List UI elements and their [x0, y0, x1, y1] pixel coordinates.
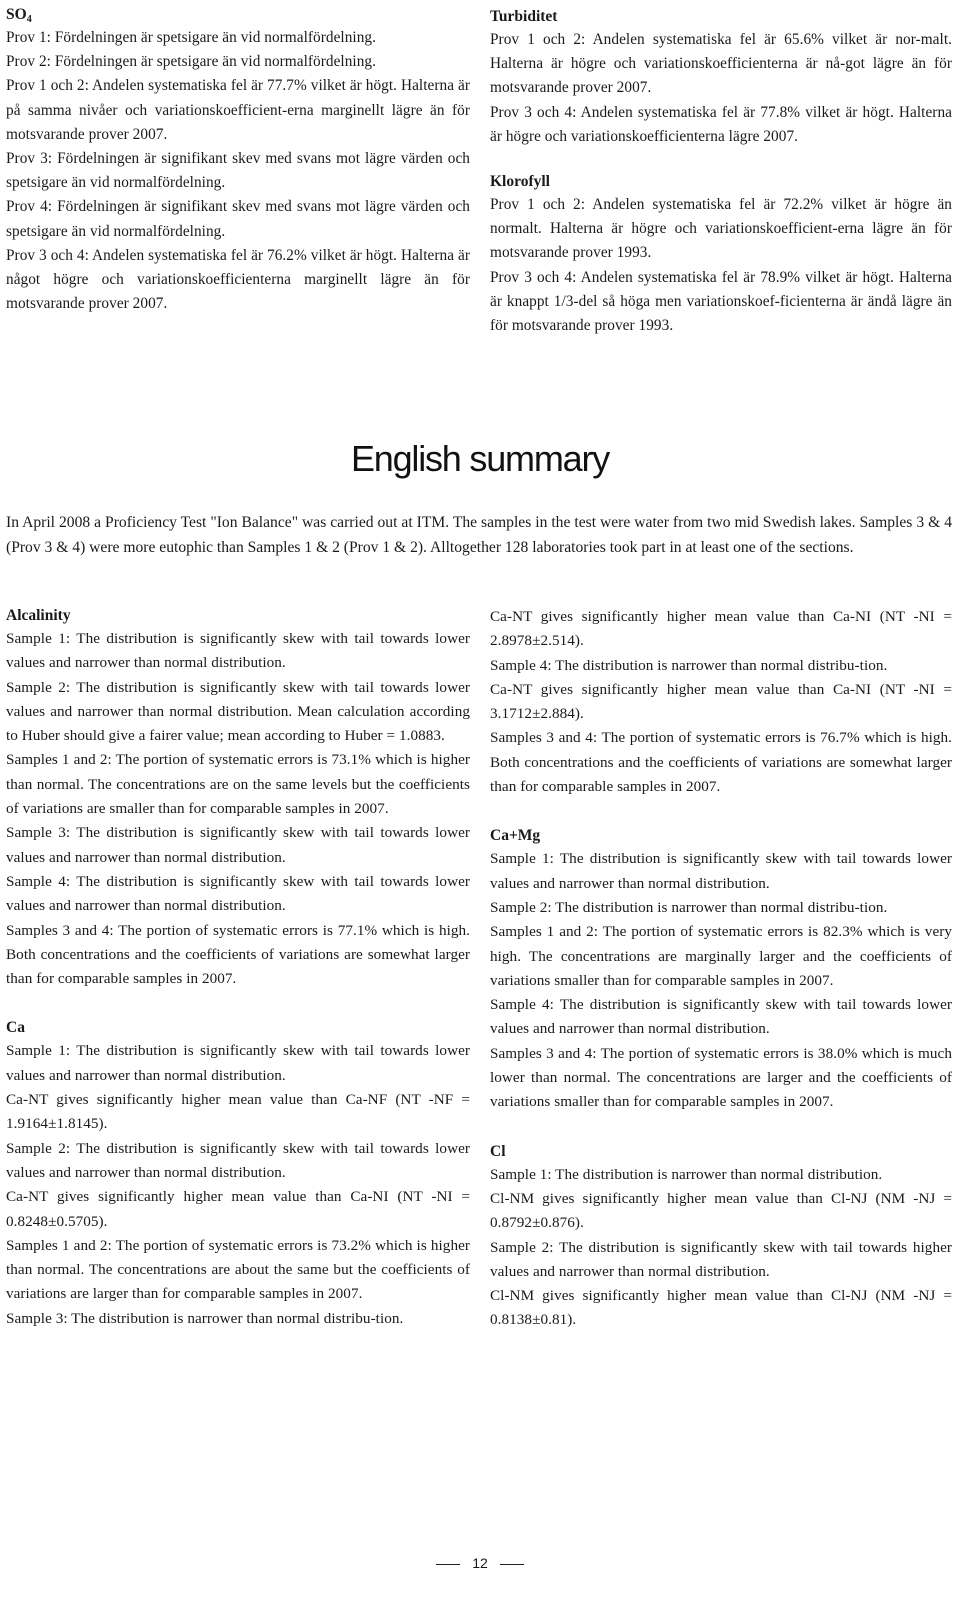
ca-paragraph: Samples 3 and 4: The portion of systematic errors is 76.7% which is high. Both concentrations and the coefficients of variations are somewhat larger than for comparable samples in 2007. [490, 729, 952, 796]
so4-paragraph: Prov 1: Fördelningen är spetsigare än vid normalfördelning. [6, 29, 376, 46]
so4-heading-subscript: 4 [26, 14, 32, 25]
alcalinity-paragraph: Samples 1 and 2: The portion of systematic errors is 73.1% which is higher than normal. The concentrations are on the same levels but the coefficients of variations are smaller than for comparable samples in 2007. [6, 751, 470, 818]
klorofyll-paragraph: Prov 3 och 4: Andelen systematiska fel är 78.9% vilket är högt. Halterna är knappt 1/3-del så höga men variationskoef-ficienterna är ändå lägre än för motsvarande prover 1993. [490, 268, 952, 335]
so4-paragraph: Prov 4: Fördelningen är signifikant skev med svans mot lägre värden och spetsigare än vid normalfördelning. [6, 198, 470, 240]
camg-heading: Ca+Mg [490, 827, 541, 845]
cl-paragraph: Sample 2: The distribution is significantly skew with tail towards higher values and narrower than normal distribution. [490, 1238, 952, 1280]
cl-heading: Cl [490, 1142, 506, 1160]
ca-camg-cl-column [490, 605, 952, 1333]
alcalinity-paragraph: Sample 2: The distribution is significantly skew with tail towards lower values and narrower than normal distribution. Mean calculation according to Huber should give a fairer value; mean according to Huber = 1.0883. [6, 678, 470, 745]
camg-paragraph: Sample 1: The distribution is significantly skew with tail towards lower values and narrower than normal distribution. [490, 850, 952, 892]
cl-paragraph: Cl-NM gives significantly higher mean value than Cl-NJ (NM -NJ = 0.8792±0.876). [490, 1189, 952, 1232]
alcalinity-paragraph: Sample 3: The distribution is significantly skew with tail towards lower values and narrower than normal distribution. [6, 824, 470, 866]
turbiditet-klorofyll-column [490, 6, 952, 338]
camg-paragraph: Samples 1 and 2: The portion of systematic errors is 82.3% which is very high. The concentrations are marginally larger and the coefficients of variations smaller than for comparable samples in 2007. [490, 923, 952, 989]
so4-heading [6, 4, 470, 26]
footer-dash-right [500, 1564, 524, 1565]
so4-section [6, 4, 470, 316]
ca-heading: Ca [6, 1019, 25, 1037]
section-gap [490, 799, 952, 825]
ca-paragraph: Sample 4: The distribution is narrower than normal distribu-tion. [490, 656, 888, 674]
so4-paragraph: Prov 3 och 4: Andelen systematiska fel är 76.2% vilket är högt. Halterna är något högre och variationskoefficienterna marginellt lägre än för motsvarande prover 2007. [6, 246, 470, 313]
turbiditet-heading: Turbiditet [490, 8, 558, 25]
ca-paragraph: Sample 2: The distribution is significantly skew with tail towards lower values and narrower than normal distribution. [6, 1139, 470, 1181]
ca-paragraph: Sample 3: The distribution is narrower than normal distribu-tion. [6, 1309, 404, 1327]
so4-heading-main: SO [6, 6, 27, 23]
alcalinity-ca-column [6, 605, 470, 1331]
alcalinity-heading: Alcalinity [6, 607, 71, 624]
page-number: 12 [472, 1555, 488, 1571]
english-summary-intro: In April 2008 a Proficiency Test "Ion Balance" was carried out at ITM. The samples in the test were water from two mid Swedish lakes. Samples 3 & 4 (Prov 3 & 4) were more eutophic than Samples 1 & 2 (Prov 1 & 2). Alltogether 128 laboratories took part in at least one of the sections. [6, 514, 952, 556]
alcalinity-paragraph: Samples 3 and 4: The portion of systematic errors is 77.1% which is high. Both concentrations and the coefficients of variations are somewhat larger than for comparable samples in 2007. [6, 921, 470, 988]
camg-paragraph: Sample 2: The distribution is narrower than normal distribu-tion. [490, 898, 888, 916]
ca-paragraph: Ca-NT gives significantly higher mean value than Ca-NF (NT -NF = 1.9164±1.8145). [6, 1091, 470, 1133]
camg-paragraph: Sample 4: The distribution is significantly skew with tail towards lower values and narrower than normal distribution. [490, 996, 952, 1038]
ca-paragraph: Ca-NT gives significantly higher mean value than Ca-NI (NT -NI = 2.8978±2.514). [490, 608, 952, 650]
klorofyll-heading: Klorofyll [490, 173, 550, 191]
cl-paragraph: Cl-NM gives significantly higher mean value than Cl-NJ (NM -NJ = 0.8138±0.81). [490, 1287, 952, 1329]
page-footer [0, 1555, 960, 1571]
alcalinity-paragraph: Sample 1: The distribution is significantly skew with tail towards lower values and narrower than normal distribution. [6, 630, 470, 672]
turbiditet-paragraph: Prov 1 och 2: Andelen systematiska fel är 65.6% vilket är nor-malt. Halterna är högre och variationskoefficienterna är nå-got lägre än för motsvarande prover 2007. [490, 31, 952, 97]
section-gap [490, 1115, 952, 1141]
ca-paragraph: Samples 1 and 2: The portion of systematic errors is 73.2% which is higher than normal. The concentrations are about the same but the coefficients of variations are larger than for comparable samples in 2007. [6, 1236, 470, 1303]
camg-paragraph: Samples 3 and 4: The portion of systematic errors is 38.0% which is much lower than normal. The concentrations are larger and the coefficients of variations smaller than for comparable samples in 2007. [490, 1044, 952, 1111]
ca-paragraph: Ca-NT gives significantly higher mean value than Ca-NI (NT -NI = 0.8248±0.5705). [6, 1188, 470, 1230]
ca-paragraph: Sample 1: The distribution is significantly skew with tail towards lower values and narrower than normal distribution. [6, 1042, 470, 1084]
footer-dash-left [436, 1564, 460, 1565]
section-gap [490, 149, 952, 171]
section-gap [6, 991, 470, 1017]
english-summary-heading: English summary [350, 438, 610, 479]
so4-paragraph: Prov 2: Fördelningen är spetsigare än vid normalfördelning. [6, 53, 376, 71]
turbiditet-paragraph: Prov 3 och 4: Andelen systematiska fel är 77.8% vilket är högt. Halterna är högre och variationskoefficienterna lägre 2007. [490, 103, 952, 145]
so4-paragraph: Prov 1 och 2: Andelen systematiska fel är 77.7% vilket är högt. Halterna är på samma nivåer och variationskoefficient-erna marginellt lägre än för motsvarande prover 2007. [6, 77, 470, 143]
cl-paragraph: Sample 1: The distribution is narrower than normal distribution. [490, 1165, 883, 1183]
so4-paragraph: Prov 3: Fördelningen är signifikant skev med svans mot lägre värden och spetsigare än vid normalfördelning. [6, 150, 470, 192]
klorofyll-paragraph: Prov 1 och 2: Andelen systematiska fel är 72.2% vilket är högre än normalt. Halterna är högre och variationskoefficient-erna lägre än för motsvarande prover 1993. [490, 196, 952, 262]
ca-paragraph: Ca-NT gives significantly higher mean value than Ca-NI (NT -NI = 3.1712±2.884). [490, 680, 952, 723]
alcalinity-paragraph: Sample 4: The distribution is significantly skew with tail towards lower values and narrower than normal distribution. [6, 872, 470, 915]
